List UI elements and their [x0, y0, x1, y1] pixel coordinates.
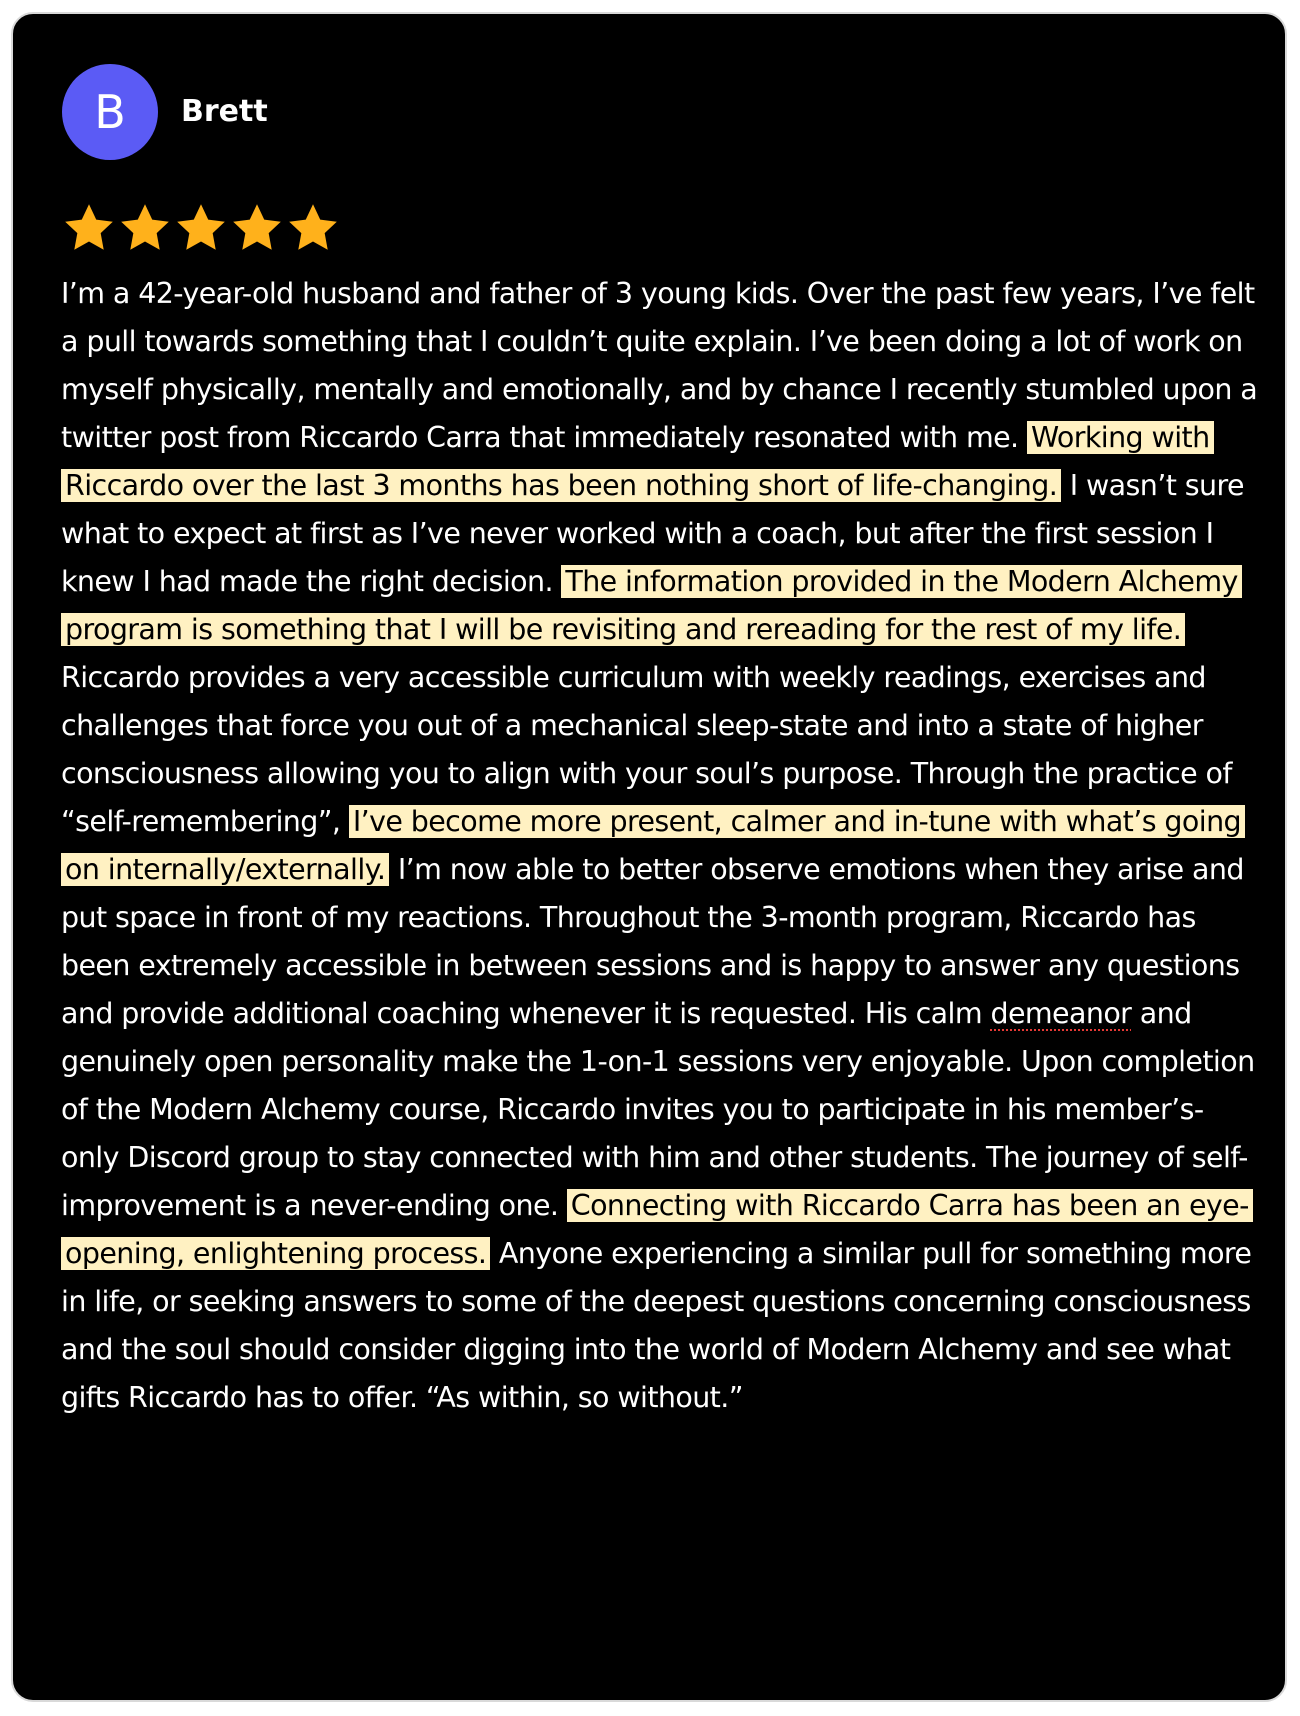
- spellcheck-flagged-word[interactable]: demeanor: [990, 997, 1132, 1030]
- star-icon: [61, 200, 117, 256]
- highlighted-quote: The information provided in the Modern Alchemy program is something that I will be revisiting and rereading for the rest of my life.: [61, 565, 1242, 646]
- review-text: [61, 270, 1261, 1422]
- author-name: Brett: [181, 94, 268, 129]
- star-icon: [173, 200, 229, 256]
- review-text-segment: I’m now able to better observe emotions when they arise and put space in front of my reactions. Throughout the 3-month program, Riccardo has been extremely accessible in between sessions and is happy to answer any questions and provide additional coaching whenever it is requested. His calm: [61, 853, 1244, 1030]
- review-text-segment: Riccardo provides a very accessible curriculum with weekly readings, exercises and challenges that force you out of a mechanical sleep-state and into a state of higher consciousness allowing you to align with your soul’s purpose. Through the practice of “self-remembering”,: [61, 661, 1232, 838]
- star-rating: [61, 200, 341, 256]
- review-text-segment: I wasn’t sure what to expect at first as I’ve never worked with a coach, but after the first session I knew I had made the right decision.: [61, 469, 1244, 598]
- avatar: B: [62, 64, 158, 160]
- review-text-segment: and genuinely open personality make the 1-on-1 sessions very enjoyable. Upon completion of the Modern Alchemy course, Riccardo invites you to participate in his member’s-only Discord group to stay connected with him and other students. The journey of self-improvement is a never-ending one.: [61, 997, 1255, 1222]
- star-icon: [229, 200, 285, 256]
- review-text-segment: I’m a 42-year-old husband and father of 3 young kids. Over the past few years, I’ve felt a pull towards something that I couldn’t quite explain. I’ve been doing a lot of work on myself physically, mentally and emotionally, and by chance I recently stumbled upon a twitter post from Riccardo Carra that immediately resonated with me.: [61, 277, 1258, 454]
- star-icon: [285, 200, 341, 256]
- review-text-segment: Anyone experiencing a similar pull for something more in life, or seeking answers to some of the deepest questions concerning consciousness and the soul should consider digging into the world of Modern Alchemy and see what gifts Riccardo has to offer. “As within, so without.”: [61, 1237, 1252, 1414]
- highlighted-quote: Connecting with Riccardo Carra has been an eye-opening, enlightening process.: [61, 1189, 1253, 1270]
- highlighted-quote: I’ve become more present, calmer and in-tune with what’s going on internally/externally.: [61, 805, 1245, 886]
- highlighted-quote: Working with Riccardo over the last 3 months has been nothing short of life-changing.: [61, 421, 1214, 502]
- review-card: [11, 12, 1287, 1702]
- star-icon: [117, 200, 173, 256]
